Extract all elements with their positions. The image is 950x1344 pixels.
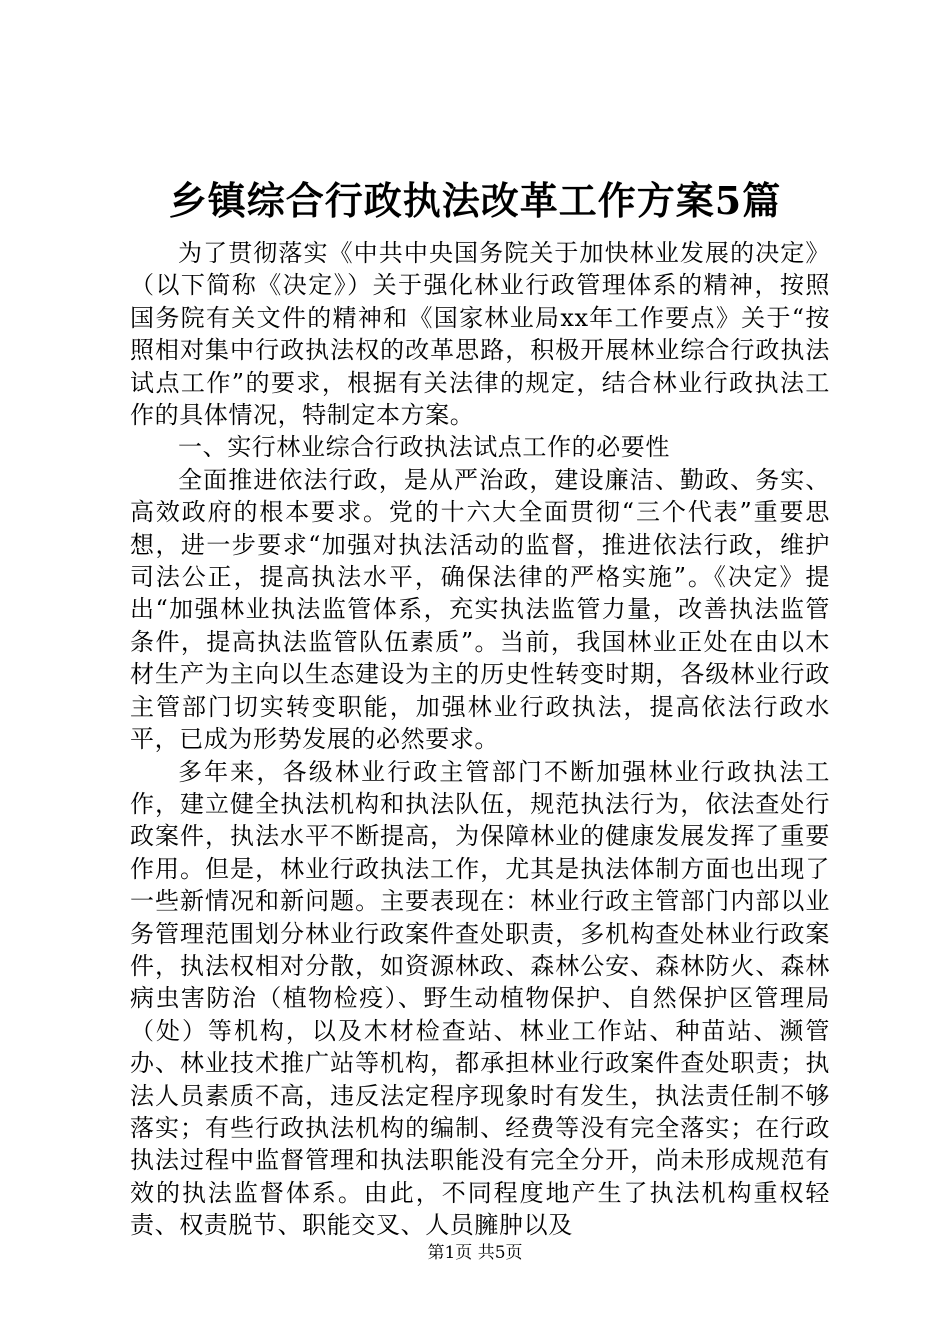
intro-paragraph: 为了贯彻落实《中共中央国务院关于加快林业发展的决定》（以下简称《决定》）关于强化林业行政管理体系的精神，按照国务院有关文件的精神和《国家林业局xx年工作要点》关于“按照相对集中行政执法权的改革思路，积极开展林业综合行政执法试点工作”的要求，根据有关法律的规定，结合林业行政执法工作的具体情况，特制定本方案。 — [130, 239, 830, 430]
page-number: 第1页 共5页 — [427, 1243, 523, 1263]
body-paragraph: 多年来，各级林业行政主管部门不断加强林业行政执法工作，建立健全执法机构和执法队伍，规范执法行为，依法查处行政案件，执法水平不断提高，为保障林业的健康发展发挥了重要作用。但是，林业行政执法工作，尤其是执法体制方面也出现了一些新情况和新问题。主要表现在：林业行政主管部门内部以业务管理范围划分林业行政案件查处职责，多机构查处林业行政案件，执法权相对分散，如资源林政、森林公安、森林防火、森林病虫害防治（植物检疫）、野生动植物保护、自然保护区管理局（处）等机构，以及木材检查站、林业工作站、种苗站、濒管办、林业技术推广站等机构，都承担林业行政案件查处职责；执法人员素质不高，违反法定程序现象时有发生，执法责任制不够落实；有些行政执法机构的编制、经费等没有完全落实；在行政执法过程中监督管理和执法职能没有完全分开，尚未形成规范有效的执法监督体系。由此，不同程度地产生了执法机构重权轻责、权责脱节、职能交叉、人员臃肿以及 — [130, 757, 830, 1240]
document-body — [130, 237, 830, 1242]
document-title: 乡镇综合行政执法改革工作方案5篇 — [168, 178, 782, 223]
section-heading: 一、实行林业综合行政执法试点工作的必要性 — [178, 433, 670, 462]
body-paragraph: 全面推进依法行政，是从严治政，建设廉洁、勤政、务实、高效政府的根本要求。党的十六大全面贯彻“三个代表”重要思想，进一步要求“加强对执法活动的监督，推进依法行政，维护司法公正，提高执法水平，确保法律的严格实施”。《决定》提出“加强林业执法监管体系，充实执法监管力量，改善执法监管条件，提高执法监管队伍素质”。当前，我国林业正处在由以木材生产为主向以生态建设为主的历史性转变时期，各级林业行政主管部门切实转变职能，加强林业行政执法，提高依法行政水平，已成为形势发展的必然要求。 — [130, 465, 830, 754]
